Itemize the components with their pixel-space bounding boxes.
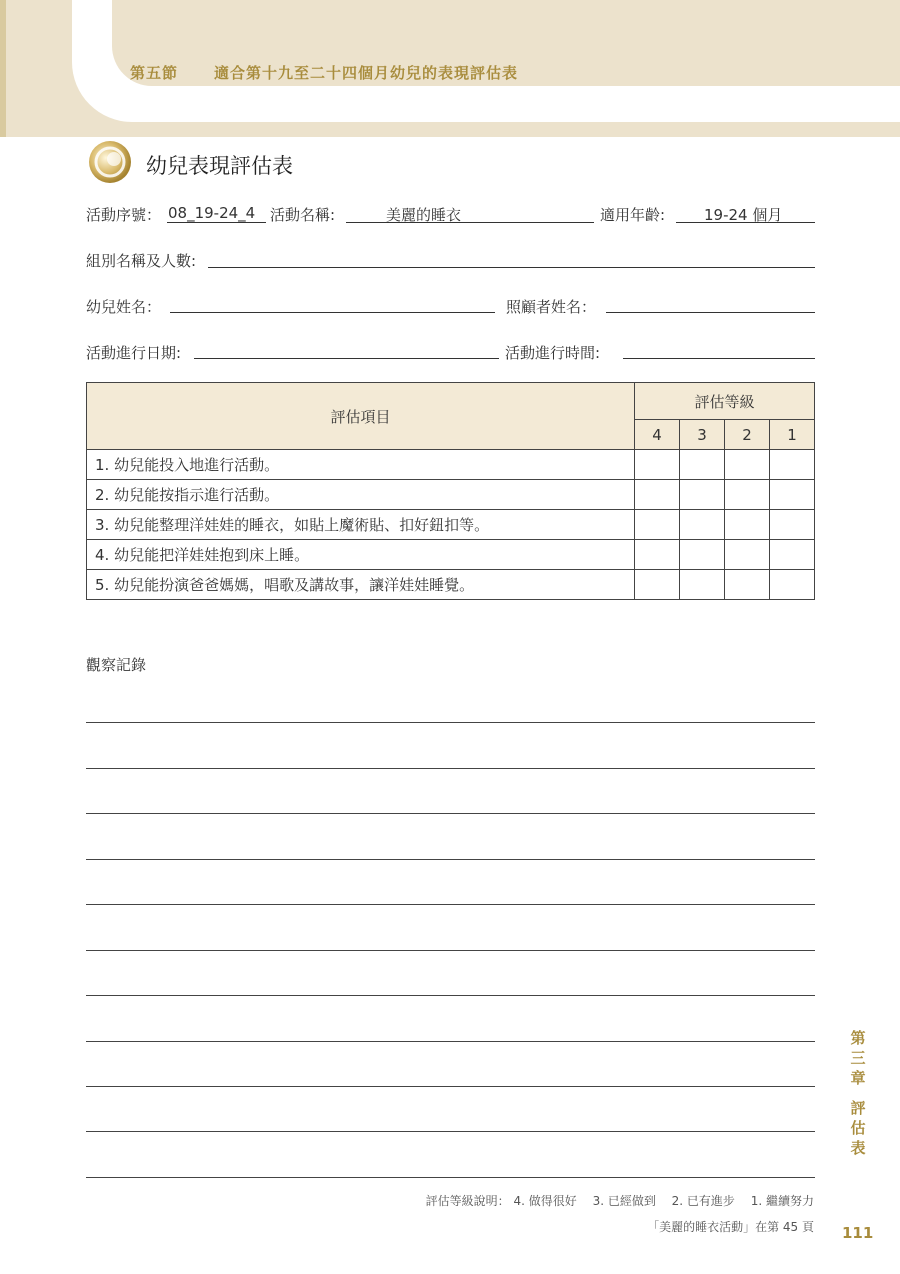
- table-row: [87, 450, 815, 480]
- activity-no-line: [167, 222, 266, 223]
- rating-cell[interactable]: [635, 510, 680, 540]
- rating-cell[interactable]: [635, 540, 680, 570]
- rating-cell[interactable]: [680, 510, 725, 540]
- activity-name-label: 活動名稱:: [270, 206, 336, 224]
- rating-cell[interactable]: [770, 570, 815, 600]
- section-title: 適合第十九至二十四個月幼兒的表現評估表: [214, 64, 519, 82]
- activity-no-value: 08_19-24_4: [168, 204, 256, 222]
- time-field[interactable]: [623, 358, 815, 359]
- rating-cell[interactable]: [680, 570, 725, 600]
- col-item-header: 評估項目: [87, 383, 635, 450]
- rating-cell[interactable]: [680, 480, 725, 510]
- side-chapter-label: [848, 1028, 868, 1088]
- age-line: [676, 222, 815, 223]
- observation-line[interactable]: [86, 995, 815, 996]
- rating-cell[interactable]: [725, 510, 770, 540]
- age-value: 19-24 個月: [704, 206, 783, 224]
- group-label: 組別名稱及人數:: [86, 252, 197, 270]
- group-field[interactable]: [208, 267, 815, 268]
- row-item: 2. 幼兒能按指示進行活動。: [87, 480, 635, 510]
- page-number: 111: [842, 1224, 874, 1242]
- caregiver-field[interactable]: [606, 312, 815, 313]
- side-char: 評: [850, 1099, 866, 1117]
- time-label: 活動進行時間:: [505, 344, 601, 362]
- level-4-header: 4: [635, 420, 680, 450]
- rating-legend: 評估等級說明： 4. 做得很好 3. 已經做到 2. 已有進步 1. 繼續努力: [425, 1194, 814, 1208]
- level-3-header: 3: [680, 420, 725, 450]
- rating-cell[interactable]: [770, 540, 815, 570]
- side-char: 估: [850, 1119, 866, 1137]
- table-row: [87, 540, 815, 570]
- table-header-row: [87, 383, 815, 420]
- form-title: 幼兒表現評估表: [146, 154, 293, 178]
- rating-cell[interactable]: [770, 510, 815, 540]
- side-char: 表: [850, 1139, 866, 1157]
- observation-line[interactable]: [86, 904, 815, 905]
- col-level-header: 評估等級: [635, 383, 815, 420]
- observation-line[interactable]: [86, 1041, 815, 1042]
- child-name-field[interactable]: [170, 312, 495, 313]
- header-edge-strip: [0, 0, 6, 137]
- rating-cell[interactable]: [680, 450, 725, 480]
- observation-line[interactable]: [86, 722, 815, 723]
- rating-cell[interactable]: [635, 480, 680, 510]
- rating-cell[interactable]: [725, 450, 770, 480]
- date-field[interactable]: [194, 358, 499, 359]
- activity-name-value: 美麗的睡衣: [386, 206, 462, 224]
- caregiver-label: 照顧者姓名：: [506, 298, 597, 316]
- rating-cell[interactable]: [770, 450, 815, 480]
- observation-line[interactable]: [86, 1086, 815, 1087]
- side-section-label: [848, 1098, 868, 1158]
- observation-line[interactable]: [86, 813, 815, 814]
- level-1-header: 1: [770, 420, 815, 450]
- side-char: 三: [850, 1049, 866, 1067]
- rating-cell[interactable]: [725, 540, 770, 570]
- table-row: [87, 570, 815, 600]
- observation-line[interactable]: [86, 768, 815, 769]
- gold-disc-icon: [88, 140, 132, 184]
- rating-cell[interactable]: [725, 570, 770, 600]
- rating-cell[interactable]: [635, 450, 680, 480]
- observation-line[interactable]: [86, 859, 815, 860]
- date-label: 活動進行日期:: [86, 344, 182, 362]
- row-item: 1. 幼兒能投入地進行活動。: [87, 450, 635, 480]
- table-row: [87, 510, 815, 540]
- activity-no-label: 活動序號：: [86, 206, 162, 224]
- section-label: 第五節: [130, 64, 179, 82]
- side-char: 章: [850, 1069, 866, 1087]
- activity-reference: 「美麗的睡衣活動」在第 45 頁: [647, 1220, 814, 1234]
- table-row: [87, 480, 815, 510]
- rating-cell[interactable]: [680, 540, 725, 570]
- evaluation-table: [86, 382, 815, 600]
- rating-cell[interactable]: [725, 480, 770, 510]
- age-label: 適用年齡:: [600, 206, 666, 224]
- observation-line[interactable]: [86, 1177, 815, 1178]
- activity-name-line: [346, 222, 594, 223]
- level-2-header: 2: [725, 420, 770, 450]
- observation-title: 觀察記錄: [86, 656, 147, 674]
- child-name-label: 幼兒姓名：: [86, 298, 162, 316]
- rating-cell[interactable]: [770, 480, 815, 510]
- row-item: 5. 幼兒能扮演爸爸媽媽，唱歌及講故事，讓洋娃娃睡覺。: [87, 570, 635, 600]
- observation-line[interactable]: [86, 950, 815, 951]
- side-char: 第: [850, 1029, 866, 1047]
- row-item: 3. 幼兒能整理洋娃娃的睡衣，如貼上魔術貼、扣好鈕扣等。: [87, 510, 635, 540]
- row-item: 4. 幼兒能把洋娃娃抱到床上睡。: [87, 540, 635, 570]
- observation-line[interactable]: [86, 1131, 815, 1132]
- rating-cell[interactable]: [635, 570, 680, 600]
